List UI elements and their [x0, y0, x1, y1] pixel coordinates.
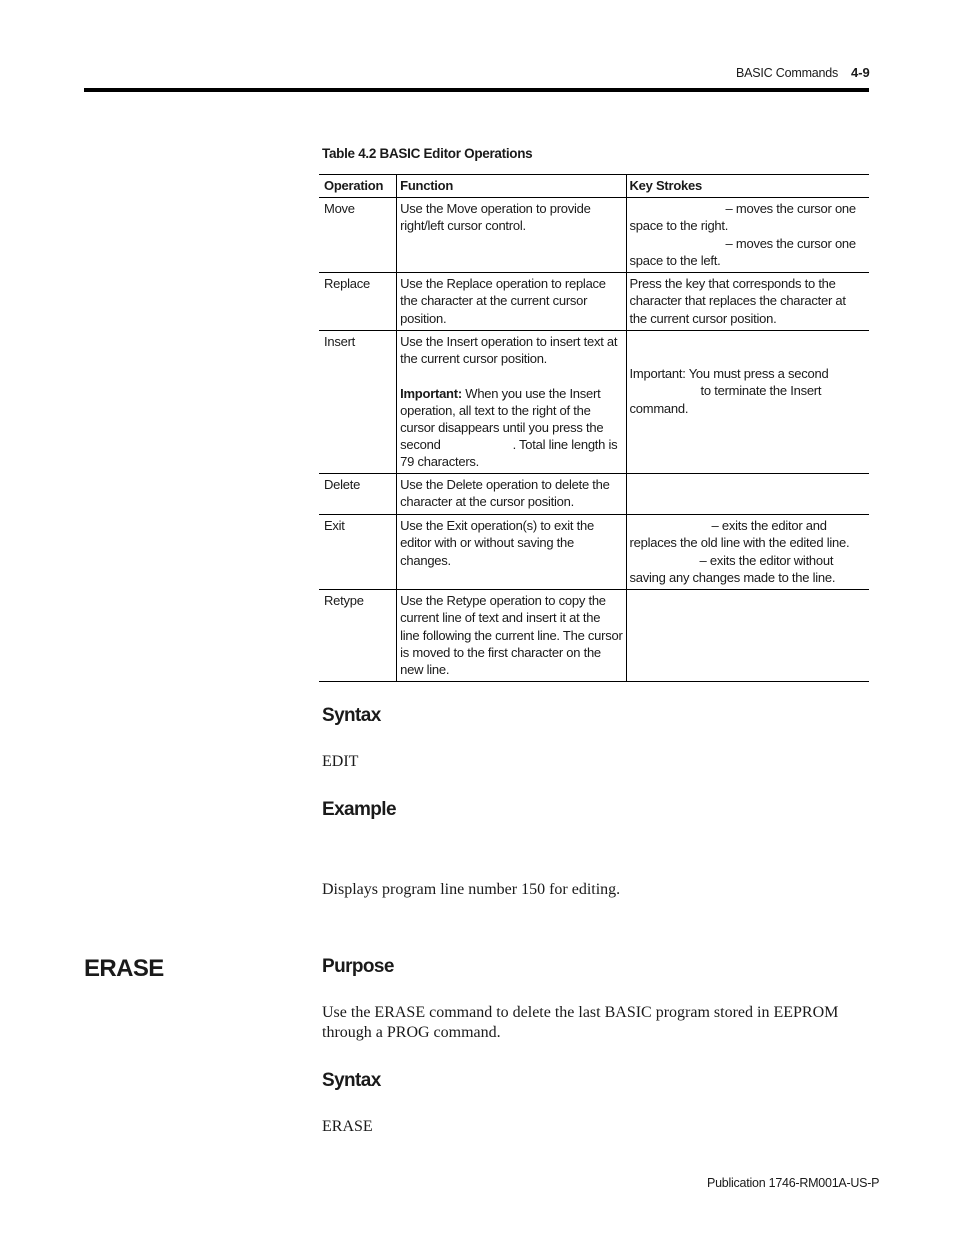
column-header-key-strokes: Key Strokes	[626, 175, 869, 198]
cell-key-strokes	[626, 590, 869, 682]
cell-operation: Insert	[319, 331, 397, 474]
erase-purpose-heading: Purpose	[322, 956, 394, 977]
column-header-function: Function	[397, 175, 626, 198]
running-header-section: BASIC Commands	[736, 66, 839, 80]
key-stroke-left	[630, 235, 866, 269]
exit-save-key	[630, 517, 866, 551]
editor-operations-table	[319, 174, 869, 682]
cell-operation: Retype	[319, 590, 397, 682]
insert-function-text: Use the Insert operation to insert text at the current cursor position.	[400, 334, 618, 367]
cell-function: Use the Exit operation(s) to exit the editor with or without saving the changes.	[397, 515, 626, 590]
cell-operation: Move	[319, 198, 397, 273]
edit-example-description: Displays program line number 150 for editing.	[322, 881, 621, 898]
cell-operation: Exit	[319, 515, 397, 590]
table-row-insert	[319, 331, 869, 474]
important-text-1: When you use the Insert operation, all text to the right of the cursor disappears until you press the second	[400, 385, 604, 453]
page-number: 4-9	[851, 65, 870, 80]
important-label: Important:	[400, 385, 462, 401]
key-stroke-left-text: – moves the cursor one space to the left.	[629, 235, 856, 268]
exit-nosave-key-text: – exits the editor without saving any changes made to the line.	[629, 552, 836, 585]
insert-important-note	[400, 385, 622, 471]
column-header-operation: Operation	[319, 175, 397, 198]
cell-key-strokes	[626, 331, 869, 474]
edit-syntax-heading: Syntax	[322, 705, 381, 726]
cell-operation: Delete	[319, 474, 397, 515]
key-stroke-right-text: – moves the cursor one space to the right.	[629, 201, 856, 234]
header-rule	[84, 88, 869, 92]
insert-key-note-1: Important: You must press a second	[629, 366, 829, 382]
cell-function: Use the Replace operation to replace the character at the current cursor position.	[397, 273, 626, 331]
edit-syntax-text: EDIT	[322, 753, 359, 770]
table-row-retype	[319, 590, 869, 682]
edit-example-heading: Example	[322, 799, 396, 820]
erase-purpose-text: Use the ERASE command to delete the last BASIC program stored in EEPROM through a PROG command.	[322, 1004, 839, 1041]
table-header-row	[319, 175, 869, 198]
cell-function: Use the Delete operation to delete the character at the cursor position.	[397, 474, 626, 515]
erase-syntax-heading: Syntax	[322, 1070, 381, 1091]
erase-syntax-text: ERASE	[322, 1118, 373, 1135]
cell-function: Use the Move operation to provide right/left cursor control.	[397, 198, 626, 273]
cell-key-strokes	[626, 198, 869, 273]
exit-save-key-text: – exits the editor and replaces the old line with the edited line.	[629, 518, 850, 551]
important-text-2: . Total line length is 79 characters.	[400, 437, 618, 470]
table-row-delete	[319, 474, 869, 515]
key-stroke-right	[630, 200, 866, 234]
erase-section-title: ERASE	[84, 955, 164, 982]
exit-nosave-key	[630, 552, 866, 586]
cell-function	[397, 331, 626, 474]
table-caption: Table 4.2 BASIC Editor Operations	[322, 146, 533, 161]
publication-footer: Publication 1746-RM001A-US-P	[707, 1176, 880, 1190]
table-row-move	[319, 198, 869, 273]
cell-key-strokes: Press the key that corresponds to the character that replaces the character at the current cursor position.	[626, 273, 869, 331]
cell-key-strokes	[626, 474, 869, 515]
insert-key-note-2-text: to terminate the Insert command.	[629, 383, 822, 416]
table-row-replace	[319, 273, 869, 331]
table-row-exit	[319, 515, 869, 590]
cell-key-strokes	[626, 515, 869, 590]
insert-key-note-2	[630, 382, 866, 416]
cell-function: Use the Retype operation to copy the current line of text and insert it at the line following the current line. The cursor is moved to the first character on the new line.	[397, 590, 626, 682]
cell-operation: Replace	[319, 273, 397, 331]
